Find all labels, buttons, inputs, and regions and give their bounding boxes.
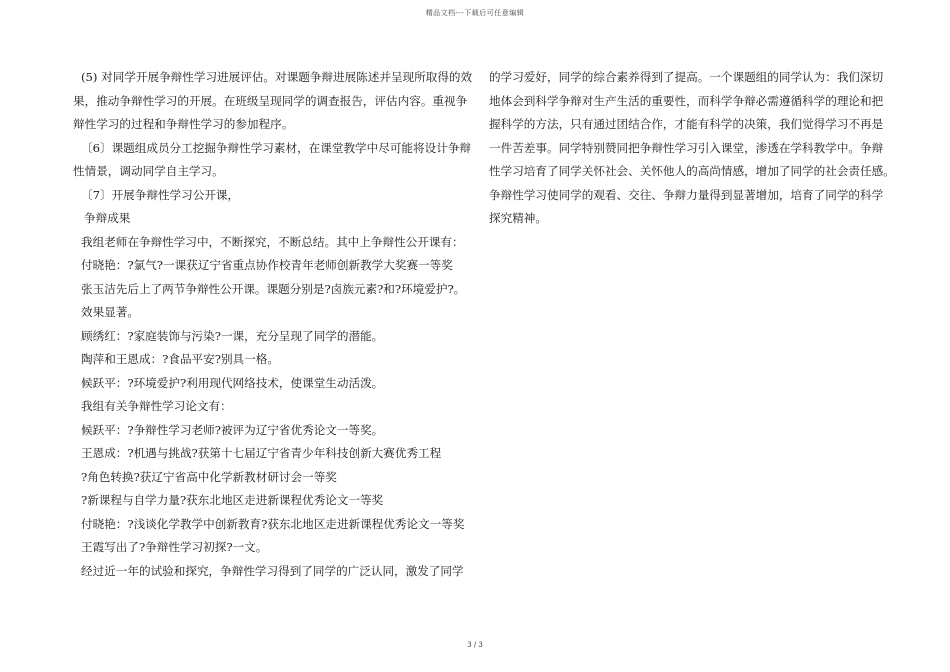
text-line: 性情景，调动同学自主学习。 [73, 164, 224, 178]
text-line: 经过近一年的试验和探究，争辩性学习得到了同学的广泛认同，激发了同学 [81, 563, 464, 578]
text-line: 性学习培育了同学关怀社会、关怀他人的高尚情感，增加了同学的社会责任感。 [489, 164, 895, 178]
text-line: 地体会到科学争辩对生产生活的重要性，而科学争辩必需遵循科学的理论和把 [489, 93, 884, 108]
text-line: 的学习爱好，同学的综合素养得到了提高。一个课题组的同学认为：我们深切 [489, 70, 884, 84]
text-line: 〔6〕课题组成员分工挖掘争辩性学习素材，在课堂教学中尽可能将设计争辩 [81, 140, 471, 155]
text-line: 辩性学习的过程和争辩性学习的参加程序。 [73, 117, 294, 131]
text-line: 探究精神。 [489, 211, 547, 225]
text-line: 候跃平：?争辩性学习老师?被评为辽宁省优秀论文一等奖。 [81, 422, 384, 437]
text-line: 张玉洁先后上了两节争辩性公开课。课题分别是?卤族元素?和?环境爱护?。 [81, 281, 466, 296]
text-line: 我组老师在争辩性学习中，不断探究，不断总结。其中上争辩性公开课有： [81, 234, 464, 249]
text-line: 候跃平：?环境爱护?利用现代网络技术，使课堂生动活泼。 [81, 375, 384, 390]
right-column [489, 66, 895, 231]
text-line: 争辩性学习使同学的观看、交往、争辩力量得到显著增加，培育了同学的科学 [489, 187, 884, 202]
text-line: 一件苦差事。同学特别赞同把争辩性学习引入课堂，渗透在学科教学中。争辩 [489, 140, 884, 155]
page-header: 精品文档---下载后可任意编辑 [425, 9, 525, 17]
text-line: 付晓艳：?浅谈化学教学中创新教育?获东北地区走进新课程优秀论文一等奖 [81, 516, 465, 531]
text-line: 我组有关争辩性学习论文有： [81, 399, 232, 413]
text-line: 王霞写出了?争辩性学习初探?一文。 [81, 540, 268, 554]
text-line: (5) 对同学开展争辩性学习进展评估。对课题争辩进展陈述并呈现所取得的效 [81, 70, 473, 84]
text-line: 王恩成：?机遇与挑战?获第十七届辽宁省青少年科技创新大赛优秀工程 [81, 446, 442, 460]
section-heading: 争辩成果 [84, 211, 131, 225]
text-line: 果，推动争辩性学习的开展。在班级呈现同学的调查报告，评估内容。重视争 [73, 93, 468, 108]
text-line: 〔7〕开展争辩性学习公开课， [81, 187, 240, 202]
text-line: ?角色转换?获辽宁省高中化学新教材研讨会一等奖 [81, 469, 337, 484]
text-line: 顾绣红：?家庭装饰与污染?一课，充分呈现了同学的潜能。 [81, 328, 384, 343]
text-line: 效果显著。 [81, 305, 139, 319]
text-line: 握科学的方法，只有通过团结合作，才能有科学的决策，我们觉得学习不再是 [489, 117, 884, 131]
left-column [73, 66, 473, 583]
page-number: 3 / 3 [467, 641, 483, 649]
text-line: ?新课程与自学力量?获东北地区走进新课程优秀论文一等奖 [81, 493, 384, 507]
text-line: 陶萍和王恩成：?食品平安?别具一格。 [81, 352, 279, 366]
text-line: 付晓艳：?氯气?一课获辽宁省重点协作校青年老师创新教学大奖赛一等奖 [81, 258, 453, 272]
